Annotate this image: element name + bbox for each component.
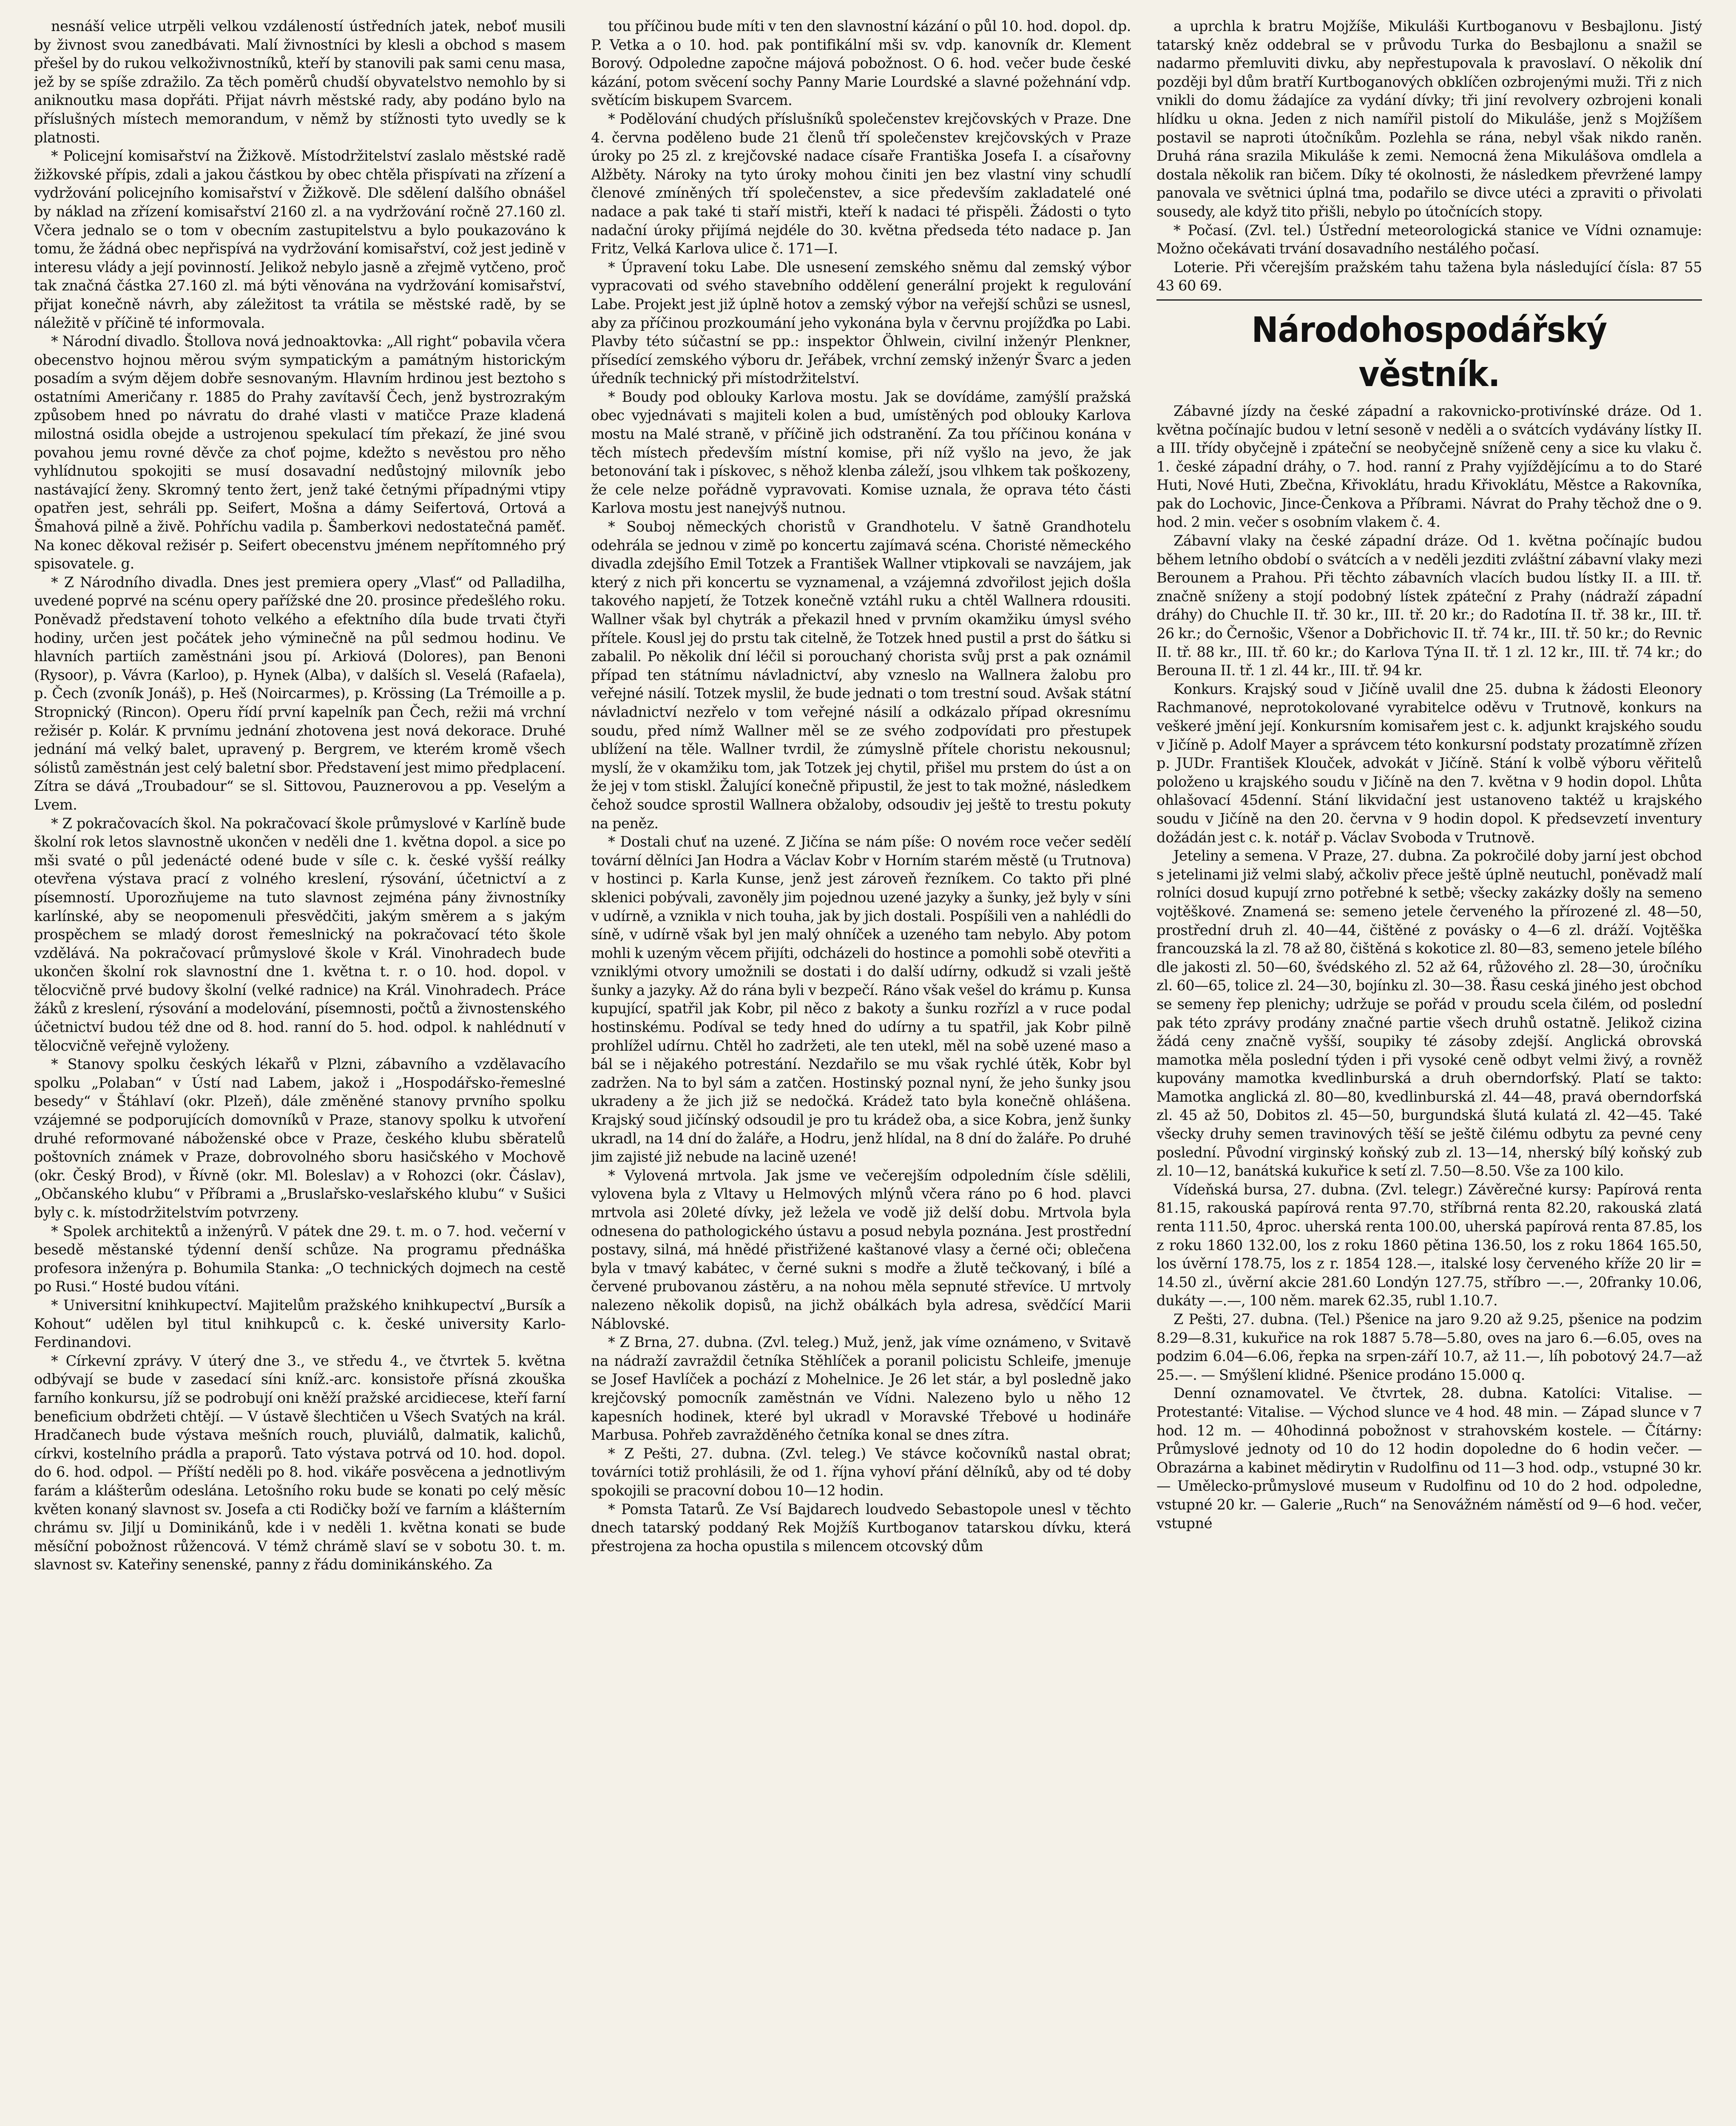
col3-bottom-paragraph: Denní oznamovatel. Ve čtvrtek, 28. dubna. Katolíci: Vitalise. — Protestanté: Vitalise. — Východ slunce ve 4 hod. 48 min. — Západ slunce v 7 hod. 12 m. — 40hodinná pobožnost v strahovském kostele. — Čítárny: Průmyslové jednoty od 10 do 12 hodin dopoledne do 6 hodin večer. — Obrazárna a kabinet mědirytin v Rudolfinu od 11—3 hod. odp., vstupné 30 kr. — Umělecko-průmyslové museum v Rudolfinu od 10 do 2 hod. odpoledne, vstupné 20 kr. — Galerie „Ruch“ na Senovážném náměstí od 9—6 hod. večer, vstupné: [1156, 1385, 1702, 1532]
column-2: [591, 17, 1131, 2126]
col2-paragraph: * Z Brna, 27. dubna. (Zvl. teleg.) Muž, jenž, jak víme oznámeno, v Svitavě na nádraží zavraždil četníka Stěhlíček a poranil policistu Schleife, jmenuje se Josef Havlíček a pochází z Mohelnice. Je 26 let stár, a byl posledně jako krejčovský pomocník zaměstnán ve Vídni. Nalezeno bylo u něho 12 kapesních hodinek, které byl ukradl v Moravské Třebové u hodináře Marbusa. Pohřeb zavražděného četníka konal se dnes zítra.: [591, 1334, 1131, 1444]
col1-paragraph: * Stanovy spolku českých lékařů v Plzni, zábavního a vzdělavacího spolku „Polaban“ v Ústí nad Labem, jakož i „Hospodářsko-řemeslné besedy“ v Štáhlaví (okr. Plzeň), dále změněné stanovy prvního spolku vzájemné se podporujících domovníků v Praze, stanovy spolku k utvoření druhé reformované náboženské obce v Praze, českého klubu sběratelů poštovních známek v Praze, dobrovolného sboru hasičského v Mochově (okr. Český Brod), v Řívně (okr. Ml. Boleslav) a v Rohozci (okr. Čáslav), „Občanského klubu“ v Příbrami a „Bruslařsko-veslařského klubu“ v Sušici byly c. k. místodržitelstvím potvrzeny.: [34, 1056, 565, 1221]
col3-top-paragraph: a uprchla k bratru Mojžíše, Mikuláši Kurtboganovu v Besbajlonu. Jistý tatarský kněz oddebral se v průvodu Turka do Besbajlonu a snažil se nadarmo přemluviti divku, aby nepřestupovala k pravoslaví. O několik dní později byl dům bratří Kurtboganových obklíčen ozbrojenými muži. Tři z nich vnikli do domu žádajíce za vydání dívky; tři jiní revolvery ozbrojeni konali hlídku u okna. Jeden z nich namířil pistolí do Mikuláše, jenž s Mojžíšem postavil se naproti útočníkům. Pozlehla se rána, nebyl však nikdo raněn. Druhá rána srazila Mikuláše k zemi. Nemocná žena Mikulášova omdlela a dostala několik ran bičem. Díky té okolnosti, že následkem převržené lampy panovala ve světnici úplná tma, podařilo se divce utéci a zpraviti o přivolati sousedy, ale když tito přišli, nebylo po útočnících stopy.: [1156, 18, 1702, 220]
col3-bottom-paragraph: Jeteliny a semena. V Praze, 27. dubna. Za pokročilé doby jarní jest obchod s jetelinami již velmi slabý, ačkoliv přece ještě úplně neutuchl, poněvadž malí rolníci dosud kupují zrno potřebné k setbě; všecky zakázky došly na semeno vojtěškové. Znamená se: semeno jetele červeného la přírozené zl. 48—50, prostřední druh zl. 40—44, čištěné z povásky o 4—6 zl. dráží. Vojtěška francouzská la zl. 78 až 80, čištěná s kokotice zl. 80—83, semeno jetele bílého dle jakosti zl. 50—60, švédského zl. 52 až 64, růžového zl. 28—30, úročníku zl. 60—65, tolice zl. 24—30, bojínku zl. 30—38. Řasu ceská jiného jest obchod se semeny řep plenichy; udržuje se pořád v proudu scela čilém, od poslední pak této zprávy prodány značné partie všech druhů ostatně. Jelikož cizina žádá ceny značně vyšší, soupiky té zásoby zdejší. Anglická obrovská mamotka měla poslední týden i při vysoké ceně odbyt velmi živý, a rovněž kupovány mamotka kvedlinburská a druh oberndorfský. Platí se takto: Mamotka anglická zl. 80—80, kvedlinburská zl. 44—48, pravá oberndorfská zl. 45 až 50, Dobitos zl. 45—50, burgundská šlutá kulatá zl. 42—45. Také všecky druhy semen travinových těší se ještě čilému odbytu za pevné ceny poslední. Původní virginský koňský zub zl. 13—14, nherský bílý koňský zub zl. 10—12, banátská kukuřice k setí zl. 7.50—8.50. Vše za 100 kilo.: [1156, 847, 1702, 1180]
col3-bottom-paragraph: Zábavné jízdy na české západní a rakovnicko-protivínské dráze. Od 1. května počínajíc budou v letní sesoně v neděli a o svátcích vydávány lístky II. a III. třídy obyčejně i zpáteční se neobyčejně sníženě ceny a sice ku vlaku č. 1. české západní dráhy, o 7. hod. ranní z Prahy vyjíždějícímu a to do Staré Huti, Nové Huti, Zbečna, Křivoklátu, hradu Křivoklátu, Městce a Rakovníka, pak do Lochovic, Jince-Čenkova a Příbrami. Návrat do Prahy těchož dne o 9. hod. 2 min. večer s osobním vlakem č. 4.: [1156, 402, 1702, 531]
col3-bottom-paragraph: Vídeňská bursa, 27. dubna. (Zvl. telegr.) Závěrečné kursy: Papírová renta 81.15, rakouská papírová renta 97.70, stříbrná renta 82.20, rakouská zlatá renta 111.50, 4proc. uherská renta 100.00, uherská papírová renta 87.85, los z roku 1860 132.00, los z roku 1860 pětina 136.50, los z roku 1864 165.50, los úvěrní 178.75, los z r. 1854 128.—, italské losy červeného kříže 20 lir = 14.50 zl., úvěrní akcie 281.60 Londýn 127.75, stříbro —.—, 20franky 10.06, dukáty —.—, 100 něm. marek 62.35, rubl 1.10.7.: [1156, 1181, 1702, 1309]
col1-paragraph: * Policejní komisařství na Žižkově. Místodržitelství zaslalo městské radě žižkovské přípis, zdali a jakou částkou by obec chtěla přispívati na zřízení a vydržování policejního komisařství v Žižkově. Dle sdělení dalšího obnášel by náklad na zřízení komisařství 2160 zl. a na vydržování ročně 27.160 zl. Včera jednalo se o tom v obecním zastupitelstvu a bylo poukazováno k tomu, že žádná obec nepřispívá na vydržování komisařství, což jest jedině v interesu vlády a její povinností. Jelikož nebylo jasně a zřejmě vytčeno, proč tak značná částka 27.160 zl. má býti věnována na vydržování komisařství, přijat konečně návrh, aby záležitost ta vrátila se městské radě, by se náležitě v příčině té informovala.: [34, 148, 565, 331]
column-3-top-articles: [1156, 17, 1702, 295]
col2-paragraph: * Pomsta Tatarů. Ze Vsí Bajdarech loudvedo Sebastopole unesl v těchto dnech tatarský poddaný Rek Mojžíš Kurtboganov tatarskou dívku, která přestrojena za hocha opustila s milencem otcovský dům: [591, 1501, 1131, 1555]
column-1: [34, 17, 565, 2126]
col2-paragraph: * Souboj německých choristů v Grandhotelu. V šatně Grandhotelu odehrála se jednou v zimě po koncertu zajímavá scéna. Choristé německého divadla zdejšího Emil Totzek a František Wallner vtipkovali se navzájem, jak který z nich při koncertu se vyznamenal, a vzájemná zdvořilost jejich došla takového napjetí, že Totzek konečně vztáhl ruku a chtěl Wallnera rdousiti. Wallner však byl chytrák a překazil hned v prvním okamžiku úmysl svého přítele. Kousl jej do prstu tak citelně, že Totzek hned pustil a prst do šátku si zabalil. Po několik dní léčil si porouchaný chorista svůj prst a pak oznámil případ ten státnímu návladnictví, aby vzneslo na Wallnera žalobu pro veřejné násilí. Totzek myslil, že bude jednati o tom trestní soud. Avšak státní návladnictví nezřelo v tom veřejné násilí a odkázalo případ okresnímu soudu, před nímž Wallner měl se ze svého zodpovídati pro přestupek ublížení na těle. Wallner tvrdil, že zúmyslně přítele choristu nekousnul; myslí, že v okamžiku tom, jak Totzek jej chytil, přišel mu prstem do úst a on že jej v tom stiskl. Žalující konečně připustil, že jest to tak možné, následkem čehož soudce sprostil Wallnera obžaloby, odsoudiv jej ještě to trestu pokuty na peněz.: [591, 518, 1131, 832]
col1-paragraph: * Národní divadlo. Štollova nová jednoaktovka: „All right“ pobavila včera obecenstvo hojnou měrou svým sympatickým a památným historickým posadím a svým dějem dobře sesnovaným. Hlavním hrdinou jest beztoho s ostatními Američany r. 1885 do Prahy zavítavší Čech, jenž bystrozrakým způsobem hned po návratu do drahé vlasti v matičce Praze kladená milostná osidla obejde a ustrojenou spekulací tím překazí, že jiné svou povahou jemu rovné děvče za choť pojme, kdežto s nevěstou pro něho vyhlídnutou spokojiti se musí dosavadní nedůstojný milovník jebo nastávající ženy. Skromný tento žert, jenž také četnými případnými vtipy opatřen jest, sehráli pp. Seifert, Mošna a dámy Seifertová, Ortová a Šmahová pilně a živě. Pohříchu vadila p. Šamberkovi nedostatečná paměť. Na konec děkoval režisér p. Seifert obecenstvu jménem nepřítomného prý spisovatele. g.: [34, 333, 565, 572]
col3-top-paragraph: Loterie. Při včerejším pražském tahu tažena byla následující čísla: 87 55 43 60 69.: [1156, 259, 1702, 294]
col1-paragraph: * Spolek architektů a inženýrů. V pátek dne 29. t. m. o 7. hod. večerní v besedě městanské týdenní denší schůze. Na programu přednáška profesora inženýra p. Bohumila Stanka: „O technických dojmech na cestě po Rusi.“ Hosté budou vítáni.: [34, 1222, 565, 1295]
col2-paragraph: tou příčinou bude míti v ten den slavnostní kázání o půl 10. hod. dopol. dp. P. Vetka a o 10. hod. pak pontifikální mši sv. vdp. kanovník dr. Klement Borový. Odpoledne započne májová pobožnost. O 6. hod. večer bude české kázání, potom svěcení sochy Panny Marie Lourdské a slavné požehnání vdp. světícím biskupem Svarcem.: [591, 18, 1131, 109]
col1-paragraph: * Universitní knihkupectví. Majitelům pražského knihkupectví „Bursík a Kohout“ udělen byl titul knihkupců c. k. české university Karlo-Ferdinandovi.: [34, 1296, 565, 1351]
col2-paragraph: * Z Pešti, 27. dubna. (Zvl. teleg.) Ve stávce kočovníků nastal obrat; továrníci totiž prohlásili, že od 1. října vyhoví přání dělníků, aby od té doby spokojili se pracovní dobou 10—12 hodin.: [591, 1445, 1131, 1499]
col3-bottom-paragraph: Zábavní vlaky na české západní dráze. Od 1. května počínajíc budou během letního období o svátcích a v neděli jezditi zvláštní zábavní vlaky mezi Berounem a Prahou. Při těchto zábavních vlacích budou lístky II. a III. tř. značně sníženy a stojí podobný lístek zpáteční z Prahy (nádraží západní dráhy) do Chuchle II. tř. 30 kr., III. tř. 20 kr.; do Radotína II. tř. 38 kr., III. tř. 26 kr.; do Černošic, Všenor a Dobřichovic II. tř. 74 kr., III. tř. 50 kr.; do Revnic II. tř. 88 kr., III. tř. 60 kr.; do Karlova Týna II. tř. 1 zl. 12 kr., III. tř. 74 kr.; do Berouna II. tř. 1 zl. 44 kr., III. tř. 94 kr.: [1156, 532, 1702, 679]
newspaper-page: [34, 17, 1702, 2126]
col2-paragraph: * Vylovená mrtvola. Jak jsme ve večerejším odpoledním čísle sdělili, vylovena byla z Vltavy u Helmových mlýnů včera ráno po 6 hod. plavci mrtvola asi 20leté dívky, jež ležela ve vodě již delší dobu. Mrtvola byla odnesena do pathologického ústavu a posud nebyla poznána. Jest prostřední postavy, silná, má hnědé přistřižené kaštanové vlasy a černé oči; oblečena byla v tmavý kabátec, v černé sukni s modře a žlutě tečkovaný, i bílé a červené prubovanou zástěru, a na nohou měla sepnuté střevíce. U mrtvoly nalezeno několik dopisů, na jichž obálkách byla adresa, svědčící Marii Náblovské.: [591, 1167, 1131, 1332]
col3-bottom-paragraph: Konkurs. Krajský soud v Jičíně uvalil dne 25. dubna k žádosti Eleonory Rachmanové, neprotokolované vyrabitelce oděvu v Trutnově, konkurs na veškeré jmění její. Konkursním komisařem jest c. k. adjunkt krajského soudu v Jičíně p. Adolf Mayer a správcem této konkursní podstaty prozatímně zřízen p. JUDr. František Klouček, advokát v Jičíně. Stání k volbě výboru věřitelů položeno u krajského soudu v Jičíně na den 7. května v 9 hodin dopol. Lhůta ohlašovací 45denní. Stání likvidační jest ustanoveno taktéž u krajského soudu v Jičíně na den 20. června v 9 hodin dopol. K předsevzetí inventury dožádán jest c. k. notář p. Václav Svoboda v Trutnově.: [1156, 680, 1702, 846]
section-heading: Národohospodářský věstník.: [1251, 310, 1607, 395]
col2-paragraph: * Dostali chuť na uzené. Z Jičína se nám píše: O novém roce večer sedělí tovární dělníci Jan Hodra a Václav Kobr v Horním starém městě (u Trutnova) v hostinci p. Karla Kunse, jenž jest zároveň řezníkem. Co takto při plné sklenici pobývali, zavoněly jim pojednou uzené jazyky a šunky, jež byly v síni v udírně, a vznikla v nich touha, jak by jich dostali. Pospíšili ven a nahlédli do síně, v udírně však byl jen malý ohníček a uzeného tam nebylo. Aby potom mohli k uzeným věcem přijíti, odcházeli do hostince a pomohli sobě otevřiti a vzniklými otvory umožnili se dostati i do další udírny, odkudž si vzali ještě šunky a jazyky. Až do rána byli v bezpečí. Ráno však vešel do krámu p. Kunsa kupující, spatřil jak Kobr, pil něco z bakoty a šunku rozřízl a v ruce podal hostinskému. Podíval se tedy hned do udírny a tu spatřil, jak Kobr pilně prohlížel udírnu. Chtěl ho zadržeti, ale ten utekl, měl na sobě uzené maso a bál se i nějakého potrestání. Nezdařilo se mu však rychlé útěk, Kobr byl zadržen. Na to byl sám a zatčen. Hostinský poznal nyní, že jeho šunky jsou ukradeny a že jich již se nedočká. Krádež tato byla konečně ohlášena. Krajský soud jičínský odsoudil je pro tu krádež oba, a sice Kobra, jenž šunky ukradl, na 14 dní do žaláře, a Hodru, jenž hlídal, na 8 dní do žaláře. Po druhé jim zajisté již nebude na lacině uzené!: [591, 833, 1131, 1165]
column-3-economic-articles: [1156, 402, 1702, 1532]
col3-top-paragraph: * Počasí. (Zvl. tel.) Ústřední meteorologická stanice ve Vídni oznamuje: Možno očekávati trvání dosavadního nestálého počasí.: [1156, 222, 1702, 257]
col2-paragraph: * Podělování chudých příslušníků společenstev krejčovských v Praze. Dne 4. června poděleno bude 21 členů tří společenstev krejčovských v Praze úroky po 25 zl. z krejčovské nadace císaře Františka Josefa I. a císařovny Alžběty. Nároky na tyto úroky mohou činiti jen bez vlastní viny schudlí členové zmíněných tří společenstev, a sice především zakladatelé oné nadace a pak také ti staří mistři, kteří k nadaci té přispěli. Žádosti o tyto nadační úroky přijímá nejdéle do 30. května předseda této nadace p. Jan Fritz, Velká Karlova ulice č. 171—I.: [591, 110, 1131, 257]
column-3: [1156, 17, 1702, 2126]
col1-paragraph: * Z pokračovacích škol. Na pokračovací škole průmyslové v Karlíně bude školní rok letos slavnostně ukončen v neděli dne 1. května dopol. a sice po mši svaté o půl jedenácté odené bude v síle c. k. české vyšší reálky otevřena výstava prací z volného kreslení, rýsování, účetnictví a z písemností. Uporozňujeme na tuto slavnost zejména pány živnostníky karlínské, aby se neopomenuli přesvědčiti, jakým směrem a s jakým prospěchem se mladý dorost řemeslnický na pokračovací této škole vzdělává. Na pokračovací průmyslové škole v Král. Vinohradech bude ukončen školní rok slavnostní dne 1. května t. r. o 10. hod. dopol. v tělocvičně prvé budovy školní (velké radnice) na Král. Vinohradech. Práce žáků z kreslení, rýsování a modelování, písemnosti, počtů a živnostenského účetnictví budou též dne od 8. hod. ranní do 5. hod. odpol. k nahlédnutí v tělocvičně veřejně vyloženy.: [34, 815, 565, 1054]
col2-paragraph: * Úpravení toku Labe. Dle usnesení zemského sněmu dal zemský výbor vypracovati od svého stavebního oddělení generální projekt k regulování Labe. Projekt jest již úplně hotov a zemský výbor na veřejší schůzi se usnesl, aby za příčinou prozkoumání jeho vykonána byla v červnu projížďka po Labi. Plavby této súčastní se pp.: inspektor Öhlwein, civilní inženýr Plenkner, přísedící zemského výboru dr. Jeřábek, vrchní zemský inženýr Švarc a jeden úředník technický při místodržitelství.: [591, 259, 1131, 387]
col2-paragraph: * Boudy pod oblouky Karlova mostu. Jak se dovídáme, zamýšlí pražská obec vyjednávati s majiteli kolen a bud, umístěných pod oblouky Karlova mostu na Malé straně, v příčině jich odstranění. Za tou příčinou konána v těch místech především místní komise, při níž vyšlo na jevo, že jak betonování tak i pískovec, s něhož klenba záleží, jsou vlhkem tak poškozeny, že cele nelze pořádně vypravovati. Komise uznala, že oprava této části Karlova mostu jest nanejvýš nutnou.: [591, 388, 1131, 517]
col1-paragraph: * Církevní zprávy. V úterý dne 3., ve středu 4., ve čtvrtek 5. května odbývají se bude v zasedací síni kníž.-arc. konsistoře přísná zkouška farního konkursu, jíž se podrobují oni kněží pražské arcidiecese, kteří farní beneficium obdržeti chtějí. — V ústavě šlechtičen u Všech Svatých na král. Hradčanech bude výstava mešních rouch, pluviálů, dalmatik, kalichů, církvi, kostelního prádla a praporů. Tato výstava potrvá od 10. hod. dopol. do 6. hod. odpol. — Příští neděli po 8. hod. vikáře posvěcena a jednotlivým farám a klášterům odeslána. Letošního roku bude se konati po celý měsíc květen konaný slavnost sv. Josefa a cti Rodičky boží ve farním a klášterním chrámu sv. Jiljí u Dominikánů, kde i v neděli 1. května konati se bude měsíční pobožnost růžencová. V témž chrámě slaví se v sobotu 30. t. m. slavnost sv. Kateřiny senenské, panny z řádu dominikánského. Za: [34, 1352, 565, 1573]
col3-bottom-paragraph: Z Pešti, 27. dubna. (Tel.) Pšenice na jaro 9.20 až 9.25, pšenice na podzim 8.29—8.31, kukuřice na rok 1887 5.78—5.80, oves na jaro 6.—6.05, oves na podzim 6.04—6.06, řepka na srpen-září 10.7, až 11.—, líh pobotový 24.7—až 25.—. — Smýšlení klidné. Pšenice prodáno 15.000 q.: [1156, 1311, 1702, 1383]
section-rule-top: [1156, 299, 1702, 301]
col1-paragraph: nesnáší velice utrpěli velkou vzdáleností ústředních jatek, neboť musili by živnost svou zanedbávati. Malí živnostníci by klesli a obchod s masem přešel by do rukou velkoživnostníků, kteří by stanovili pak sami cenu masa, jež by se spíše zdražilo. Za těch poměrů chudší obyvatelstvo nemohlo by si aniknoutku masa dopřáti. Přijat návrh městské rady, aby podáno bylo na příslušných místech memorandum, v němž by stížnosti tyto uvedly se k platnosti.: [34, 18, 565, 146]
col1-paragraph: * Z Národního divadla. Dnes jest premiera opery „Vlasť“ od Palladilha, uvedené poprvé na scénu opery pařížské dne 20. prosince předešlého roku. Poněvadž představení tohoto velkého a efektního díla bude trvati čtyři hodiny, určen jest počátek jeho výminečně na půl sedmou hodinu. Ve hlavních partiích zaměstnáni jsou pí. Arkiová (Dolores), pan Benoni (Rysoor), p. Vávra (Karloo), p. Hynek (Alba), v dalších sl. Veselá (Rafaela), p. Čech (zvoník Jonáš), p. Heš (Noircarmes), p. Krössing (La Trémoille a p. Stropnický (Rincon). Operu řídí první kapelník pan Čech, režii má vrchní režisér p. Kolár. K prvnímu jednání zhotovena jest nová dekorace. Druhé jednání má velký balet, upravený p. Bergrem, ve kterém kromě všech sólistů zaměstnán jest celý baletní sbor. Představení jest mimo předplacení. Zítra se dává „Troubadour“ se sl. Sittovou, Pauznerovou a pp. Veselým a Lvem.: [34, 574, 565, 813]
